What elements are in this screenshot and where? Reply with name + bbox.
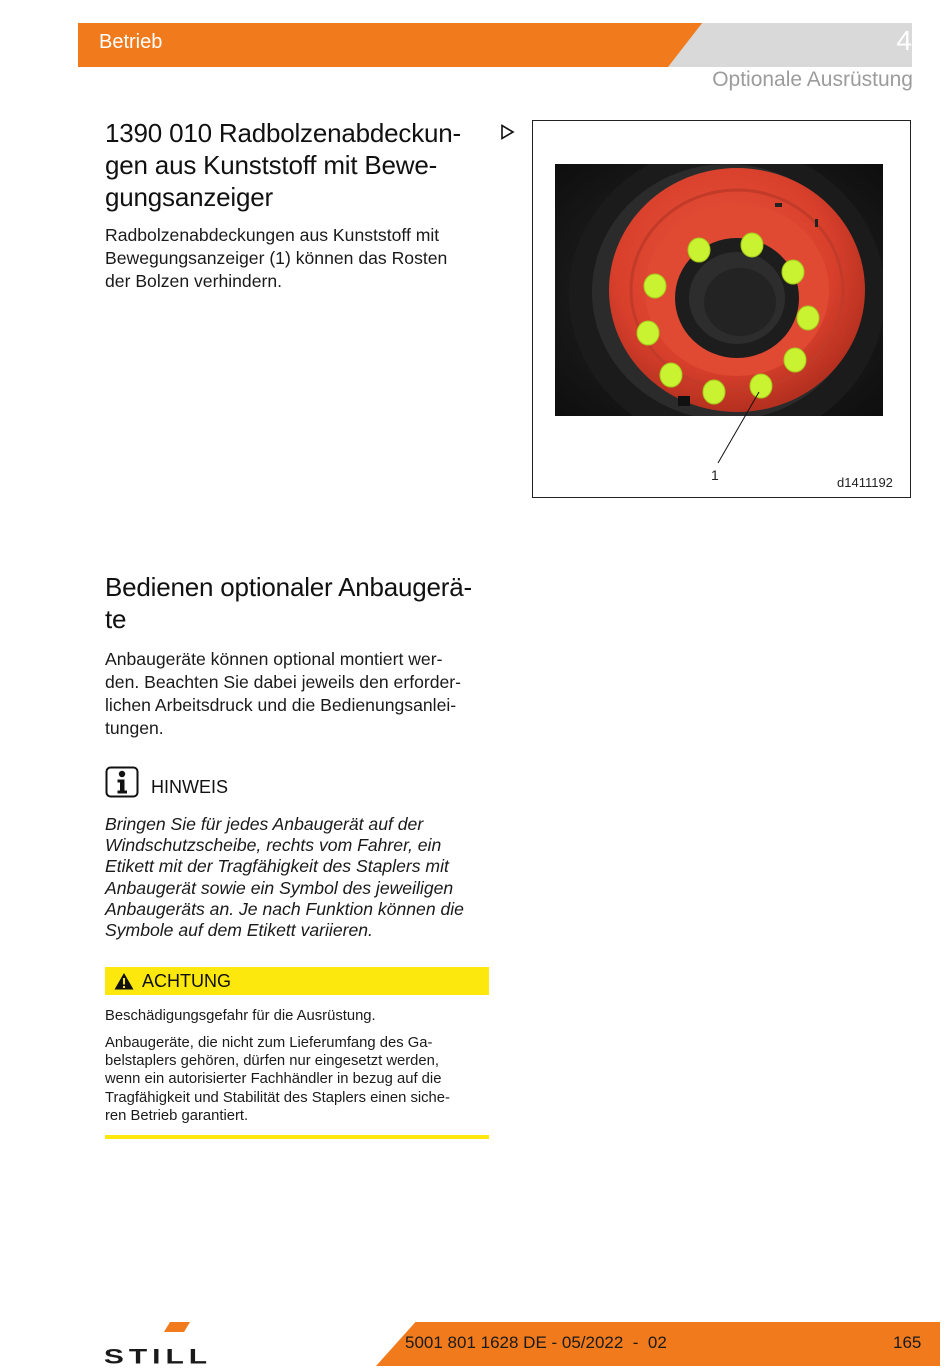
header-bar xyxy=(78,23,703,67)
warning-body xyxy=(105,1034,495,1125)
text-line: belstaplers gehören, dürfen nur eingesetzt werden, xyxy=(105,1053,439,1070)
still-logo xyxy=(78,1322,238,1366)
logo-text: STILL xyxy=(103,1345,213,1366)
text-line: Anbaugerät sowie ein Symbol des jeweiligen xyxy=(105,877,454,898)
text-line: Radbolzenabdeckungen aus Kunststoff mit xyxy=(105,225,440,245)
heading-line: gen aus Kunststoff mit Bewe- xyxy=(105,150,438,180)
figure-callout-label: 1 xyxy=(711,467,719,483)
warning-triangle-icon xyxy=(114,972,134,990)
wheel-photo xyxy=(532,120,911,498)
document-number: 5001 801 1628 DE - 05/2022 - 02 xyxy=(405,1333,667,1352)
text-line: Anbaugeräte können optional montiert wer- xyxy=(105,649,443,669)
section2-body xyxy=(105,648,495,740)
text-line: Anbaugeräte, die nicht zum Lieferumfang des Ga- xyxy=(105,1035,433,1051)
note-title: HINWEIS xyxy=(151,777,229,797)
text-line: lichen Arbeitsdruck und die Bedienungsanlei- xyxy=(105,695,457,715)
text-line: Windschutzscheibe, rechts vom Fahrer, ein xyxy=(105,835,442,856)
text-line: der Bolzen verhindern. xyxy=(105,271,283,291)
text-line: Bringen Sie für jedes Anbaugerät auf der xyxy=(105,814,424,834)
note-body xyxy=(105,814,500,941)
page-number: 165 xyxy=(893,1333,922,1352)
chapter-title: Betrieb xyxy=(99,31,163,53)
heading-line: te xyxy=(105,604,127,634)
text-line: Etikett mit der Tragfähigkeit des Staplers mit xyxy=(105,856,449,877)
heading-line: gungsanzeiger xyxy=(105,182,273,212)
chapter-number: 4 xyxy=(896,25,912,56)
warning-bottom-rule xyxy=(105,1135,489,1139)
section1-heading xyxy=(105,117,495,213)
section2-heading xyxy=(105,571,505,635)
heading-line: Bedienen optionaler Anbaugerä- xyxy=(105,572,472,602)
text-line: Tragfähigkeit und Stabilität des Staplers einen siche- xyxy=(105,1089,450,1106)
warning-title: ACHTUNG xyxy=(142,971,231,991)
section1-body xyxy=(105,224,500,293)
heading-line: 1390 010 Radbolzenabdeckun- xyxy=(105,118,461,148)
section-title: Optionale Ausrüstung xyxy=(712,68,913,91)
figure-code: d1411192 xyxy=(837,475,893,490)
text-line: wenn ein autorisierter Fachhändler in bezug auf die xyxy=(105,1071,442,1088)
triangle-right-icon xyxy=(500,124,515,140)
wheel-figure-frame xyxy=(532,120,911,498)
info-icon xyxy=(105,766,139,798)
text-line: Anbaugeräts an. Je nach Funktion können die xyxy=(105,898,464,919)
text-line: ren Betrieb garantiert. xyxy=(105,1107,249,1124)
text-line: Symbole auf dem Etikett variieren. xyxy=(105,920,373,941)
text-line: tungen. xyxy=(105,718,164,738)
header-chapter-tab xyxy=(668,23,912,67)
warning-summary: Beschädigungsgefahr für die Ausrüstung. xyxy=(105,1008,376,1024)
text-line: Bewegungsanzeiger (1) können das Rosten xyxy=(105,248,448,268)
text-line: den. Beachten Sie dabei jeweils den erforder- xyxy=(105,672,462,692)
